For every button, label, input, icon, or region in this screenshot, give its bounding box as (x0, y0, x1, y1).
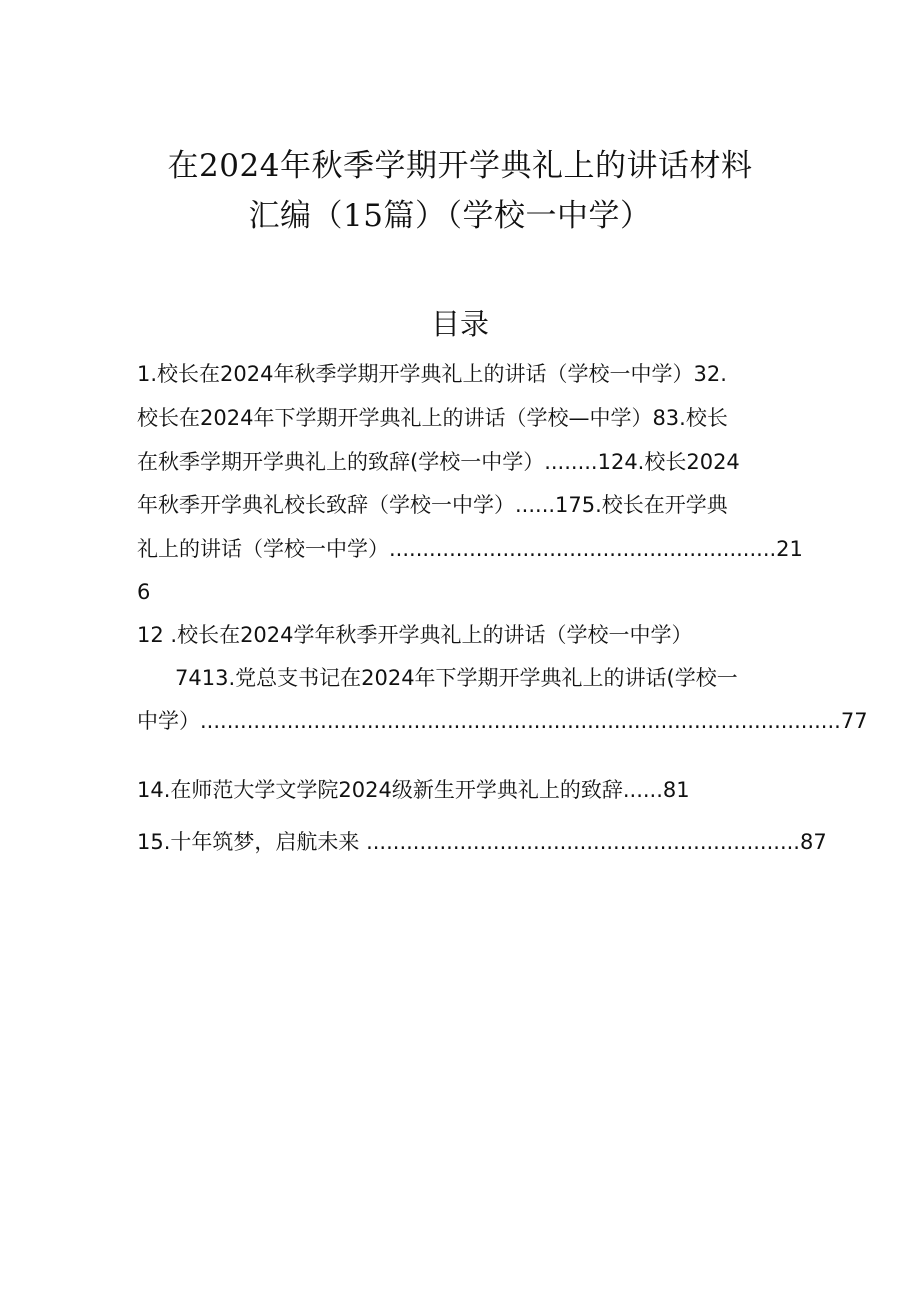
document-title-line-1: 在2024年秋季学期开学典礼上的讲话材料 (167, 148, 753, 184)
toc-heading: 目录 (430, 307, 489, 341)
toc-line: 校长在2024年下学期开学典礼上的讲话（学校—中学）83.校长 (137, 406, 728, 430)
toc-line: 14.在师范大学文学院2024级新生开学典礼上的致辞......81 (137, 778, 690, 802)
toc-line: 15.十年筑梦，启航未来 .................................................................87 (137, 830, 827, 854)
document-title-line-2: 汇编（15篇）（学校一中学） (248, 198, 652, 234)
toc-line: 12 .校长在2024学年秋季开学典礼上的讲话（学校一中学） (137, 623, 693, 647)
toc-line: 礼上的讲话（学校一中学）..........................................................21 (137, 537, 803, 561)
toc-line: 6 (137, 580, 151, 604)
toc-line: 中学）................................................................................................77 (137, 709, 868, 733)
toc-line: 在秋季学期开学典礼上的致辞(学校一中学）........124.校长2024 (137, 450, 740, 474)
toc-line: 1.校长在2024年秋季学期开学典礼上的讲话（学校一中学）32. (137, 362, 727, 386)
toc-line: 年秋季开学典礼校长致辞（学校一中学）......175.校长在开学典 (137, 493, 728, 517)
toc-line: 7413.党总支书记在2024年下学期开学典礼上的讲话(学校一 (175, 666, 738, 690)
